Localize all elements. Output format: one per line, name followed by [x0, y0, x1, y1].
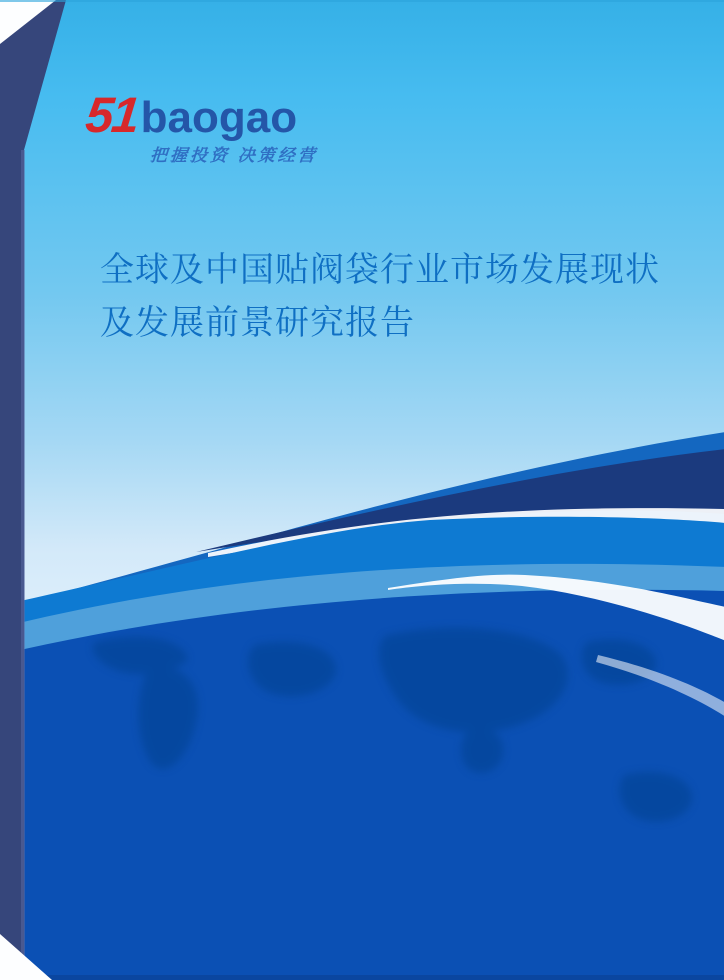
bottom-edge-strip: [0, 975, 724, 980]
logo-tagline: 把握投资 决策经营: [149, 146, 319, 165]
wave-graphic: [0, 432, 724, 980]
report-title: 全球及中国贴阀袋行业市场发展现状及发展前景研究报告: [100, 251, 660, 342]
brand-logo: [83, 87, 319, 165]
top-edge-strip: [0, 0, 724, 2]
logo-numeral: 51: [83, 87, 141, 143]
logo-wordmark: baogao: [140, 93, 298, 142]
brand-logo-row: [83, 87, 318, 143]
